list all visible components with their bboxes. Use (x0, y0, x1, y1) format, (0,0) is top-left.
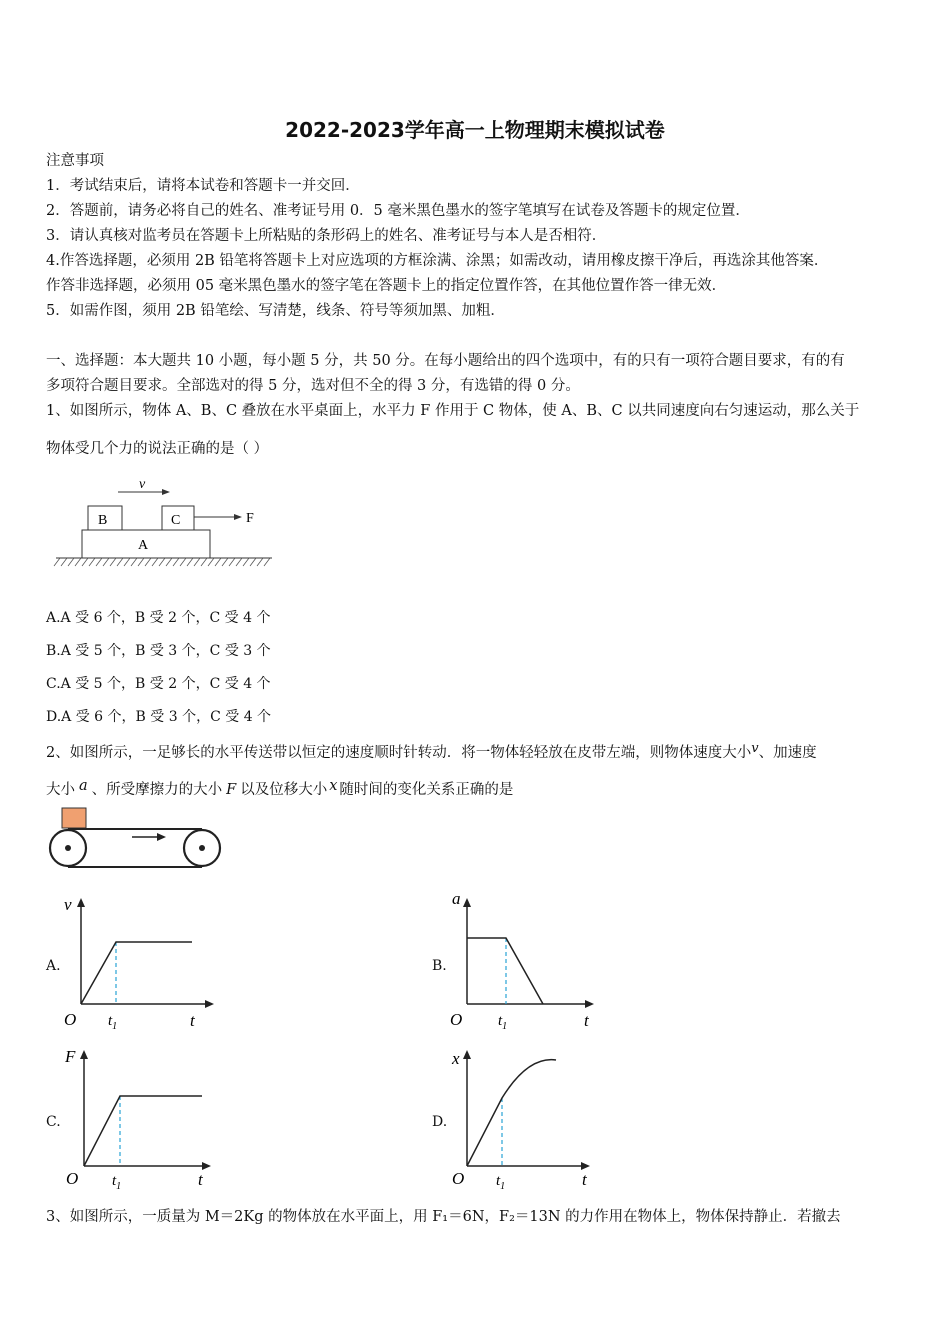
graph-c-label: C. (46, 1114, 61, 1130)
ground-hatch (236, 558, 242, 566)
ground-hatch (215, 558, 221, 566)
question-3-text: 3、如图所示，一质量为 M＝2Kg 的物体放在水平面上，用 F₁＝6N，F₂＝13N 的力作用在物体上，物体保持静止．若撤去 (46, 1209, 841, 1225)
graph-a-origin: O (64, 1010, 77, 1029)
q2-line1-end: 、加速度 (758, 745, 817, 761)
graph-a-label: A. (46, 958, 61, 974)
q2-line2-a: 大小 (46, 782, 75, 798)
section-intro: 一、选择题：本大题共 10 小题，每小题 5 分，共 50 分。在每小题给出的四个选项中，有的只有一项符合题目要求，有的有 (46, 353, 845, 369)
velocity-label: v (139, 477, 146, 492)
q1-option-a: A.A 受 6 个，B 受 2 个，C 受 4 个 (46, 610, 271, 626)
graph-c (60, 1042, 220, 1194)
ground-hatch (117, 558, 123, 566)
graph-b-label: B. (432, 958, 447, 974)
ground-hatch (145, 558, 151, 566)
ground-hatch (243, 558, 249, 566)
graph-a (60, 892, 220, 1034)
graph-a-t1: $t_1$ (108, 1013, 118, 1032)
ground-hatch (173, 558, 179, 566)
notice-item: 3．请认真核对监考员在答题卡上所粘贴的条形码上的姓名、准考证号与本人是否相符． (46, 228, 607, 244)
accel-symbol: a (79, 778, 88, 794)
ground-hatch (152, 558, 158, 566)
graph-c-t1: $t_1$ (112, 1173, 122, 1192)
notice-item: 2．答题前，请务必将自己的姓名、准考证号用 0．5 毫米黑色墨水的签字笔填写在试卷及答题卡的规定位置． (46, 203, 750, 219)
force-label: F (246, 511, 254, 526)
ground-hatch (75, 558, 81, 566)
ground-hatch (159, 558, 165, 566)
graph-b-t1: $t_1$ (498, 1013, 508, 1032)
question-2-text (46, 740, 817, 762)
displacement-symbol: x (329, 778, 338, 794)
ground-hatch (180, 558, 186, 566)
ground-hatch (103, 558, 109, 566)
graph-a-y-label: v (64, 895, 72, 914)
ground-hatch (257, 558, 263, 566)
notice-item: 5．如需作图，须用 2B 铅笔绘、写清楚，线条、符号等须加黑、加粗． (46, 303, 505, 319)
block-b-label: B (98, 513, 108, 528)
ground-hatch (222, 558, 228, 566)
ground-hatch (61, 558, 67, 566)
ground-hatch (124, 558, 130, 566)
conveyor-figure (44, 806, 226, 868)
graph-c-x-label: t (198, 1170, 203, 1189)
block-c-label: C (171, 513, 181, 528)
velocity-symbol: v (751, 741, 759, 756)
graph-d-origin: O (452, 1169, 465, 1188)
graph-b (446, 882, 606, 1034)
ground-hatch (264, 558, 270, 566)
ground-hatch (96, 558, 102, 566)
ground-hatch (166, 558, 172, 566)
q1-option-d: D.A 受 6 个，B 受 3 个，C 受 4 个 (46, 709, 272, 725)
ground-hatch (201, 558, 207, 566)
graph-b-origin: O (450, 1010, 463, 1029)
blocks-figure (46, 472, 276, 584)
ground-hatch (194, 558, 200, 566)
ground-hatch (229, 558, 235, 566)
q1-option-c: C.A 受 5 个，B 受 2 个，C 受 4 个 (46, 676, 271, 692)
notice-item: 作答非选择题，必须用 05 毫米黑色墨水的签字笔在答题卡上的指定位置作答，在其他位置作答一律无效． (46, 278, 727, 294)
ground-hatch (131, 558, 137, 566)
ground-hatch (68, 558, 74, 566)
q2-line2-c: 以及位移大小 (240, 782, 328, 798)
graph-b-x-label: t (584, 1011, 589, 1030)
notice-item: 4.作答选择题，必须用 2B 铅笔将答题卡上对应选项的方框涂满、涂黑；如需改动，请用橡皮擦干净后，再选涂其他答案． (46, 253, 829, 269)
graph-a-x-label: t (190, 1011, 195, 1030)
question-1-text: 1、如图所示，物体 A、B、C 叠放在水平桌面上，水平力 F 作用于 C 物体，使 A、B、C 以共同速度向右匀速运动，那么关于 (46, 403, 860, 419)
ground-hatch (110, 558, 116, 566)
graph-c-y-label: F (65, 1047, 76, 1066)
graph-c-origin: O (66, 1169, 79, 1188)
page-title: 2022-2023学年高一上物理期末模拟试卷 (285, 118, 665, 142)
graph-d-label: D. (432, 1114, 448, 1130)
graph-d-y-label: x (452, 1049, 460, 1068)
graph-d-x-label: t (582, 1170, 587, 1189)
ground-hatch (187, 558, 193, 566)
q2-line1: 2、如图所示，一足够长的水平传送带以恒定的速度顺时针转动．将一物体轻轻放在皮带左端，则物体速度大小 (46, 745, 752, 761)
graph-b-y-label: a (452, 889, 461, 908)
ground-hatch (208, 558, 214, 566)
friction-symbol: F (226, 782, 237, 798)
ground-hatch (250, 558, 256, 566)
ground-hatch (82, 558, 88, 566)
question-2-text (46, 777, 513, 799)
graph-d (446, 1042, 606, 1194)
ground-hatch (138, 558, 144, 566)
ground-hatch (54, 558, 60, 566)
notice-item: 1．考试结束后，请将本试卷和答题卡一并交回． (46, 178, 360, 194)
section-intro: 多项符合题目要求。全部选对的得 5 分，选对但不全的得 3 分，有选错的得 0 分。 (46, 378, 580, 394)
question-1-text: 物体受几个力的说法正确的是（ ） (46, 441, 269, 457)
ground-hatch (89, 558, 95, 566)
q1-option-b: B.A 受 5 个，B 受 3 个，C 受 3 个 (46, 643, 271, 659)
box-on-belt (62, 808, 86, 828)
graph-d-t1: $t_1$ (496, 1173, 506, 1192)
q2-line2-d: 随时间的变化关系正确的是 (339, 782, 514, 798)
notice-heading: 注意事项 (46, 153, 104, 169)
q2-line2-b: 、所受摩擦力的大小 (91, 782, 223, 798)
block-a-label: A (138, 538, 149, 553)
